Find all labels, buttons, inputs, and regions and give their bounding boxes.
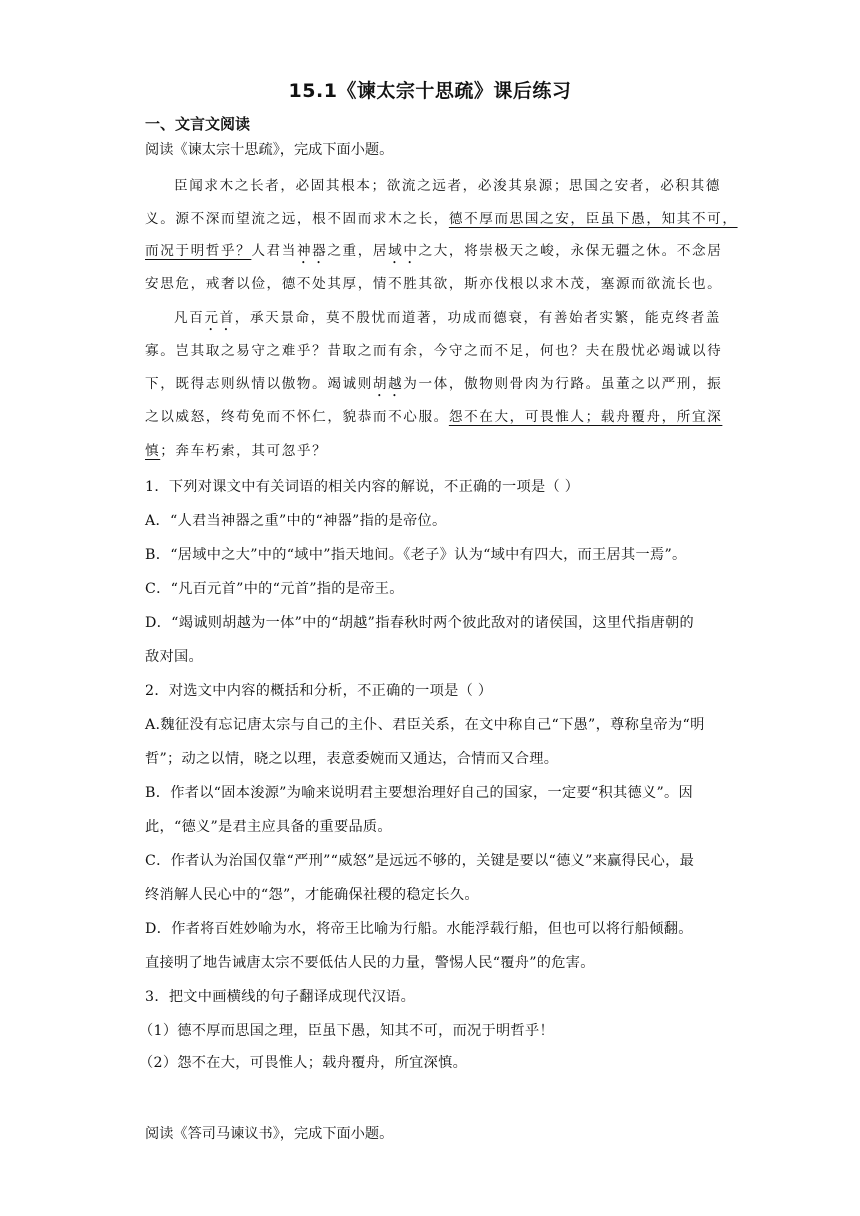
passage-text: ；奔车朽索，其可忽乎？ [160,443,328,459]
question-1-option-b: B．“居域中之大”中的“域中”指天地间。《老子》认为“域中有四大，而王居其一焉”。 [145,547,687,563]
passage-text: 之大，将崇极天之峻，永保无疆之休。不念居 [418,243,723,259]
passage-line [145,374,723,400]
question-2-option-d: D．作者将百姓妙喻为水，将帝王比喻为行船。水能浮载行船，但也可以将行船倾翻。 [145,921,693,937]
dotted-term: 元首 [204,310,235,326]
dotted-term: 域中 [388,243,419,259]
question-2-option-a: A.魏征没有忘记唐太宗与自己的主仆、君臣关系，在文中称自己“下愚”，尊称皇帝为“明 [145,717,705,733]
passage-text: ，承天景命，莫不殷忧而道著，功成而德衰，有善始者实繁，能克终者盖 [234,310,721,326]
passage-text: 之以威怒，终苟免而不怀仁，貌恭而不心服。 [145,409,449,425]
underlined-sentence: 而况于明哲乎？ [145,243,252,259]
passage-line [145,209,738,229]
question-2-option-d-cont: 直接明了地告诫唐太宗不要低估人民的力量，警惕人民“覆舟”的危害。 [145,955,595,971]
question-1-option-a: A．“人君当神器之重”中的“神器”指的是帝位。 [145,513,447,529]
passage-text: 之重，居 [327,243,389,259]
passage-line [145,407,723,427]
question-2-option-b-cont: 此，“德义”是君主应具备的重要品质。 [145,819,392,835]
underlined-sentence: 德不厚而思国之安，臣虽下愚，知其不可， [448,211,738,227]
section-heading: 一、文言文阅读 [145,115,251,133]
passage-text: 人君当 [251,243,297,259]
reading-intro-2: 阅读《答司马谏议书》，完成下面小题。 [145,1126,394,1142]
question-3-sentence-2: （2）怨不在大，可畏惟人；载舟覆舟，所宜深慎。 [139,1055,468,1071]
dotted-term: 神器 [296,243,328,259]
question-3-stem: 3．把文中画横线的句子翻译成现代汉语。 [145,989,416,1005]
passage-text: 为一体，傲物则骨肉为行路。虽董之以严刑，振 [403,376,723,392]
reading-intro: 阅读《谏太宗十思疏》，完成下面小题。 [145,142,394,158]
question-2-option-c: C．作者认为治国仅靠“严刑”“威怒”是远远不够的，关键是要以“德义”来赢得民心，最 [145,853,695,869]
question-1-option-d: D．“竭诚则胡越为一体”中的“胡越”指春秋时两个彼此敌对的诸侯国，这里代指唐朝的 [145,615,694,631]
passage-line: 臣闻求木之长者，必固其根本；欲流之远者，必浚其泉源；思国之安者，必积其德 [174,178,721,194]
question-2-option-b: B．作者以“固本浚源”为喻来说明君主要想治理好自己的国家，一定要“积其德义”。因 [145,785,694,801]
question-2-option-c-cont: 终消解人民心中的“怨”，才能确保社稷的稳定长久。 [145,887,479,903]
underlined-sentence: 怨不在大，可畏惟人；载舟覆舟，所宜深 [448,409,723,425]
passage-text: 下，既得志则纵情以傲物。竭诚则 [145,376,373,392]
passage-line: 安思危，戒奢以俭，德不处其厚，情不胜其欲，斯亦伐根以求木茂，塞源而欲流长也。 [145,276,723,292]
passage-text: 凡百 [174,310,205,326]
question-3-sentence-1: （1）德不厚而思国之理，臣虽下愚，知其不可，而况于明哲乎！ [139,1023,554,1039]
question-2-option-a-cont: 哲”；动之以情，晓之以理，表意委婉而又通达，合情而又合理。 [145,751,559,767]
question-1-option-d-cont: 敌对国。 [145,649,203,665]
passage-text: 义。源不深而望流之远，根不固而求木之长， [145,211,449,227]
question-1-stem: 1．下列对课文中有关词语的相关内容的解说，不正确的一项是（ ） [145,479,580,495]
passage-line [145,441,717,461]
passage-line [145,241,723,267]
question-2-stem: 2．对选文中内容的概括和分析，不正确的一项是（ ） [145,683,493,699]
passage-line [174,308,721,334]
page-title: 15.1《谏太宗十思疏》课后练习 [288,80,572,102]
underlined-sentence: 慎 [145,443,161,459]
question-1-option-c: C．“凡百元首”中的“元首”指的是帝王。 [145,581,404,597]
dotted-term: 胡越 [372,376,404,392]
passage-line: 寡。岂其取之易守之难乎？昔取之而有余，今守之而不足，何也？夫在殷忧必竭诚以待 [145,343,723,359]
